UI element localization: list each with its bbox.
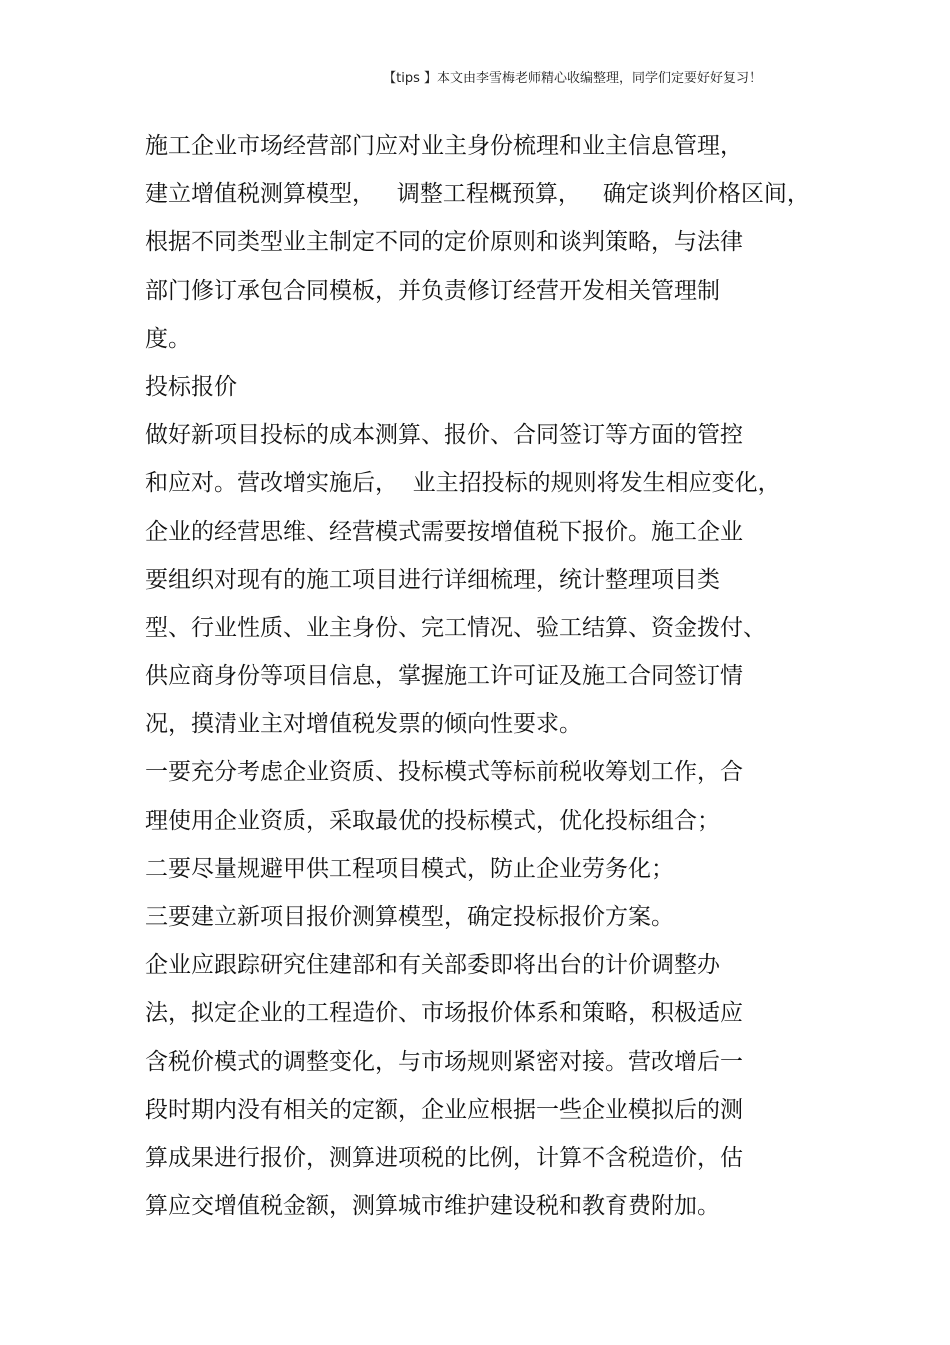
text-line: 企业的经营思维、经营模式需要按增值税下报价。施工企业 [145,518,743,545]
text-line: 段时期内没有相关的定额，企业应根据一些企业模拟后的测 [145,1096,743,1123]
text-line: 根据不同类型业主制定不同的定价原则和谈判策略，与法律 [145,229,743,256]
header-tips: 【tips 】本文由李雪梅老师精心收编整理，同学们定要好好复习！ [383,71,762,86]
text-line: 和应对。营改增实施后， 业主招投标的规则将发生相应变化， [145,470,781,497]
text-line: 一要充分考虑企业资质、投标模式等标前税收筹划工作，合 [145,759,743,786]
text-line: 理使用企业资质，采取最优的投标模式，优化投标组合； [145,807,720,834]
text-line: 企业应跟踪研究住建部和有关部委即将出台的计价调整办 [145,952,720,979]
text-line: 法，拟定企业的工程造价、市场报价体系和策略，积极适应 [145,1000,743,1027]
text-line: 部门修订承包合同模板，并负责修订经营开发相关管理制 [145,277,720,304]
text-line: 供应商身份等项目信息，掌握施工许可证及施工合同签订情 [145,663,743,690]
text-line: 况，摸清业主对增值税发票的倾向性要求。 [145,711,582,738]
text-line: 算应交增值税金额，测算城市维护建设税和教育费附加。 [145,1193,720,1220]
text-line: 算成果进行报价，测算进项税的比例，计算不含税造价，估 [145,1144,743,1171]
text-line: 二要尽量规避甲供工程项目模式，防止企业劳务化； [145,855,674,882]
section-heading: 投标报价 [145,373,237,400]
text-line: 型、行业性质、业主身份、完工情况、验工结算、资金拨付、 [145,614,766,641]
text-line: 建立增值税测算模型， 调整工程概预算， 确定谈判价格区间， [145,181,810,208]
text-line: 度。 [145,325,191,352]
text-line: 三要建立新项目报价测算模型，确定投标报价方案。 [145,904,674,930]
text-line: 做好新项目投标的成本测算、报价、合同签订等方面的管控 [145,422,743,449]
text-line: 施工企业市场经营部门应对业主身份梳理和业主信息管理， [145,133,743,159]
text-line: 要组织对现有的施工项目进行详细梳理，统计整理项目类 [145,566,720,593]
text-line: 含税价模式的调整变化，与市场规则紧密对接。营改增后一 [145,1048,743,1075]
document-body [145,122,810,1230]
